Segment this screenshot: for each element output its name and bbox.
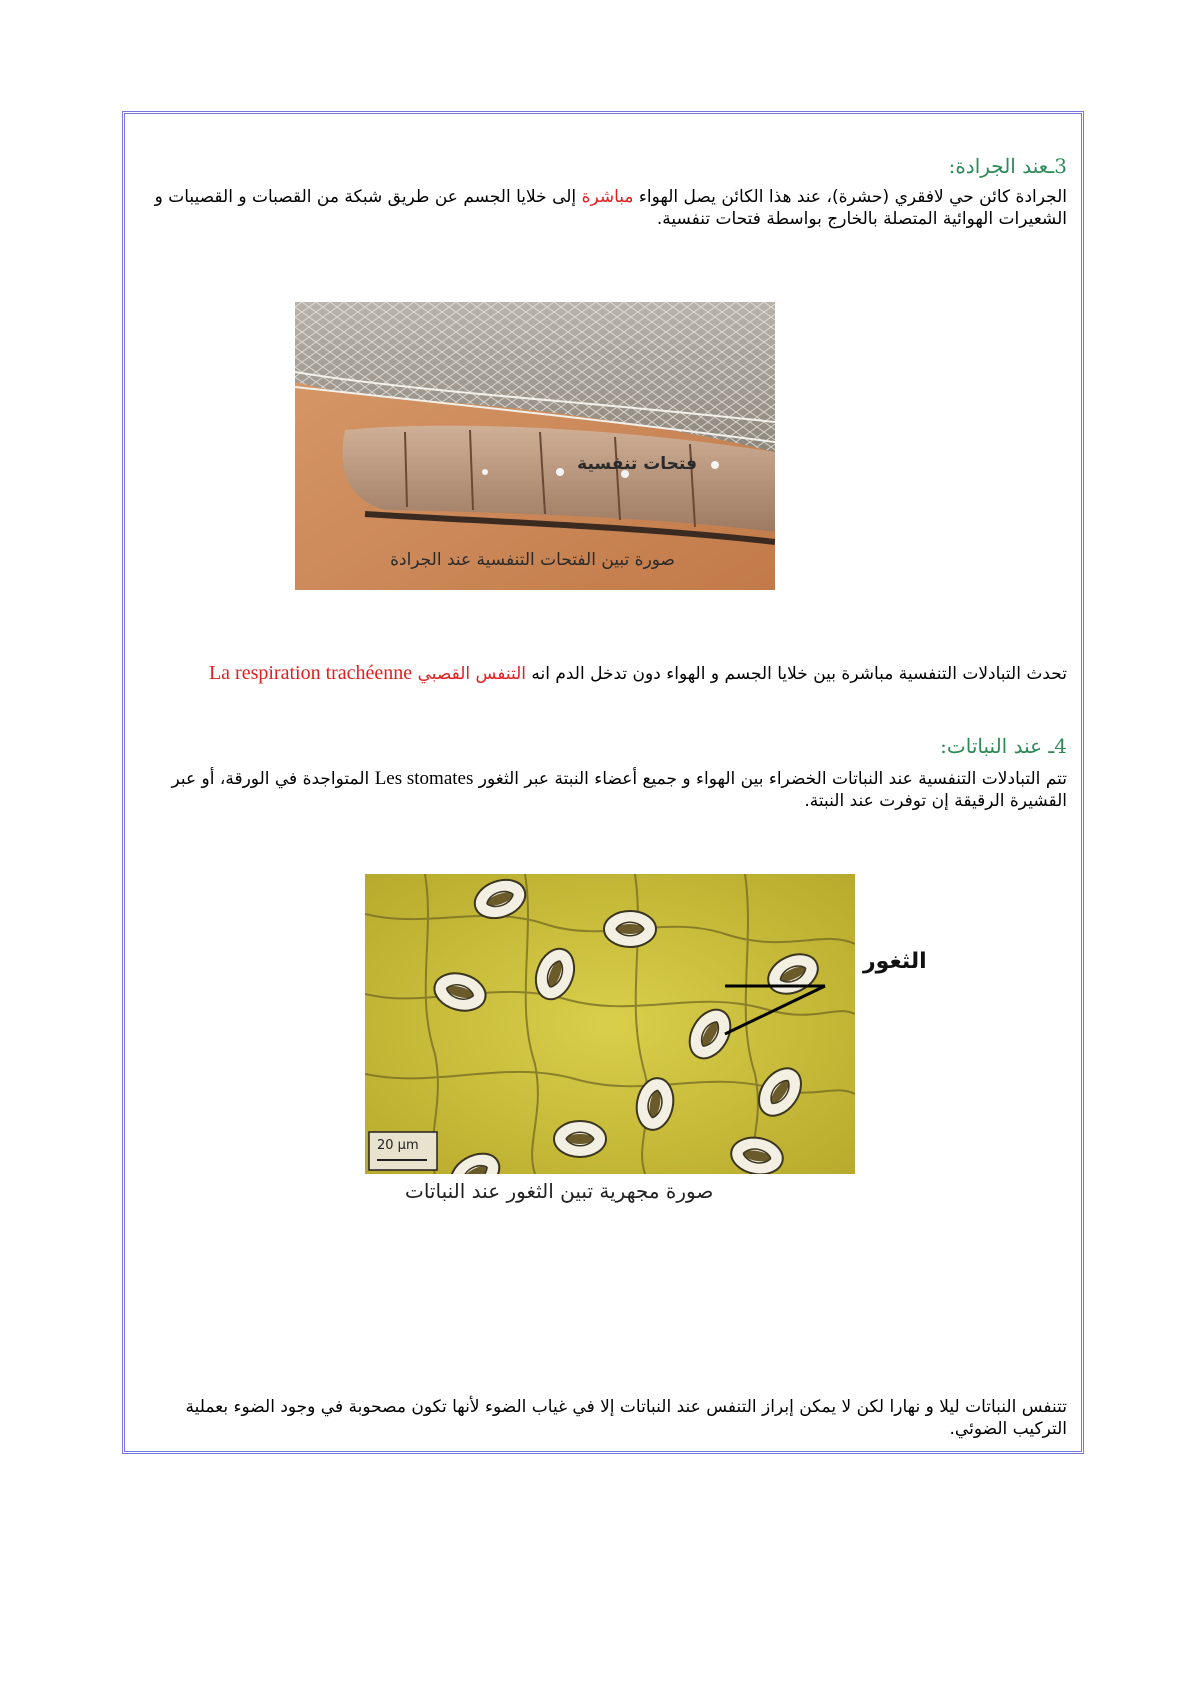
section3-paragraph2-text: تحدث التبادلات التنفسية مباشرة بين خلايا الجسم و الهواء دون تدخل الدم انه xyxy=(525,664,1067,684)
stomata-label: الثغور xyxy=(863,949,927,974)
section4-paragraph1-text-a: تتم التبادلات التنفسية عند النباتات الخضراء بين الهواء و جميع أعضاء النبتة عبر الثغور xyxy=(473,769,1067,789)
stomata-micrograph-caption: صورة مجهرية تبين الثغور عند النباتات xyxy=(405,1179,714,1203)
spiracles-label: فتحات تنفسية xyxy=(577,454,697,474)
stomata-illustration xyxy=(365,874,855,1174)
scale-bar-label: 20 µm xyxy=(377,1138,419,1153)
section3-paragraph1-highlight: مباشرة xyxy=(581,187,634,207)
tracheal-respiration-term-ar: التنفس القصبي xyxy=(417,664,526,684)
page-frame xyxy=(122,111,1084,1454)
stomata-term-fr: Les stomates xyxy=(374,768,474,789)
section3-paragraph2 xyxy=(139,662,1067,685)
stomata-micrograph xyxy=(365,874,855,1174)
section3-paragraph1 xyxy=(139,186,1067,230)
section4-paragraph1 xyxy=(139,768,1067,812)
section4-paragraph2: تتنفس النباتات ليلا و نهارا لكن لا يمكن إبراز التنفس عند النباتات إلا في غياب الضوء لأنها تكون مصحوبة في وجود الضوء بعملية التركيب الضوئي. xyxy=(185,1397,1067,1439)
locust-spiracles-photo xyxy=(295,302,775,590)
tracheal-respiration-term-fr: La respiration trachéenne xyxy=(208,662,413,684)
section4-heading: 4ـ عند النباتات: xyxy=(940,734,1067,758)
locust-illustration xyxy=(295,302,775,590)
section3-paragraph1-text-a: الجرادة كائن حي لافقري (حشرة)، عند هذا الكائن يصل الهواء xyxy=(633,187,1067,207)
locust-photo-caption: صورة تبين الفتحات التنفسية عند الجرادة xyxy=(390,550,675,570)
section3-heading: 3ـعند الجرادة: xyxy=(948,154,1067,178)
section4-paragraph1-text-b: المتواجدة في الورقة، أو عبر القشيرة الرقيقة إن توفرت عند النبتة. xyxy=(171,769,1067,811)
section3-paragraph1-text-b: إلى خلايا الجسم عن طريق شبكة من القصبات و القصيبات و الشعيرات الهوائية المتصلة بالخارج بواسطة فتحات تنفسية. xyxy=(154,187,1067,229)
